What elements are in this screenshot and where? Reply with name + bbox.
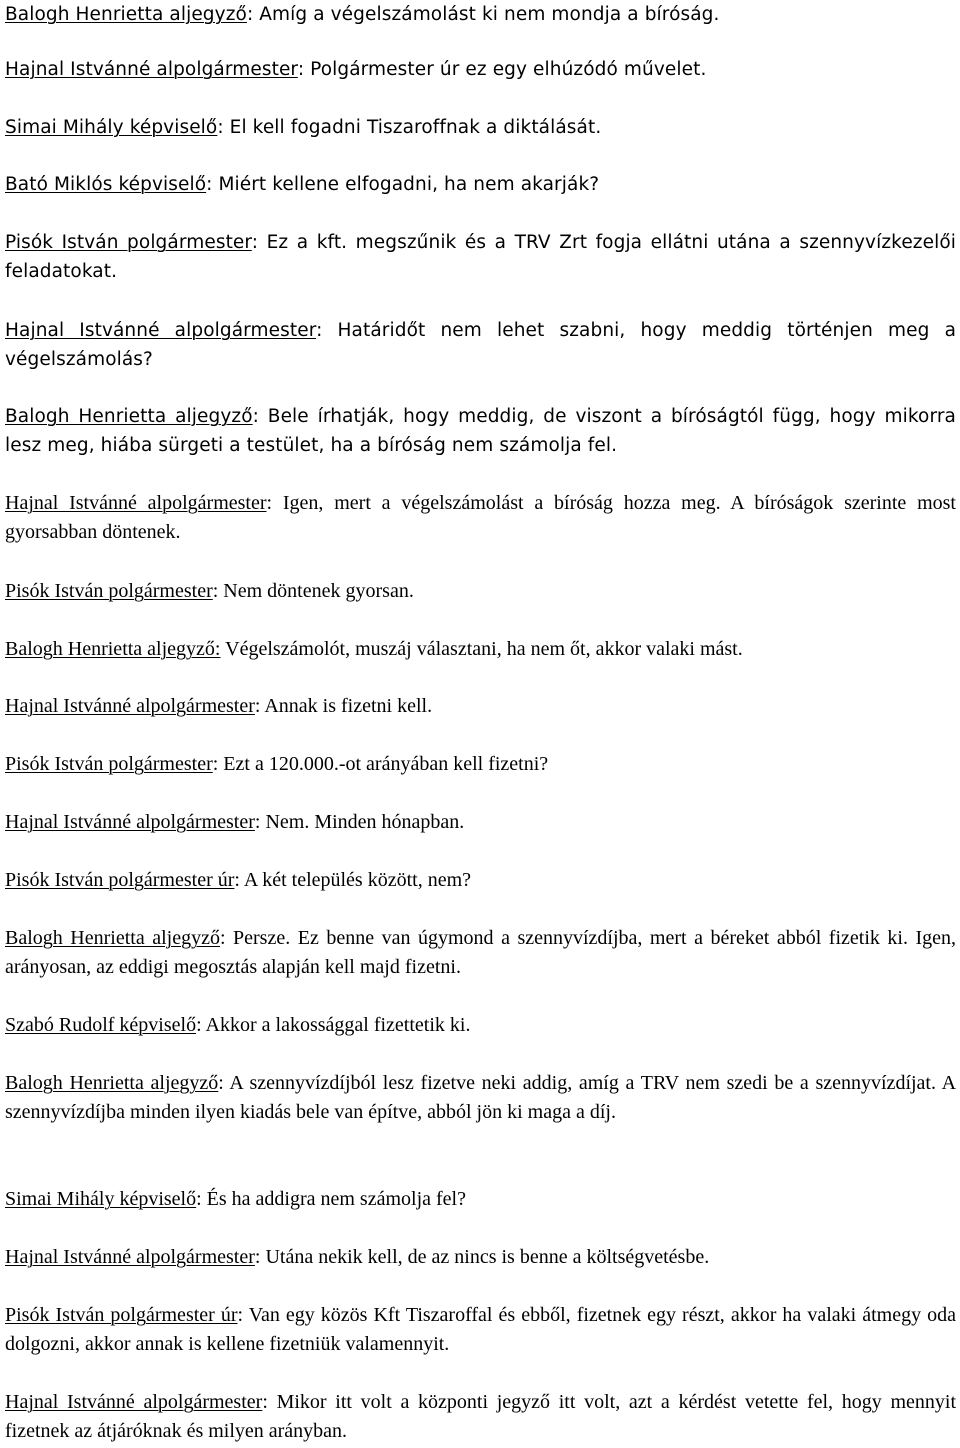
transcript-paragraph <box>5 1243 956 1272</box>
speaker-name: Hajnal Istvánné alpolgármester <box>5 811 255 833</box>
speech-text: : Ezt a 120.000.-ot arányában kell fizetni? <box>212 753 549 775</box>
transcript-paragraph <box>5 1069 956 1127</box>
speech-text: : Igen, mert a végelszámolást a bíróság hozza meg. A bíróságok szerinte most gyorsabban döntenek. <box>5 492 956 543</box>
transcript-paragraph <box>5 1185 956 1214</box>
transcript-paragraph <box>5 577 956 606</box>
speaker-name: Hajnal Istvánné alpolgármester <box>5 695 255 717</box>
speech-text: : A két település között, nem? <box>234 869 472 891</box>
transcript-paragraph <box>5 402 956 460</box>
speaker-name: Hajnal Istvánné alpolgármester <box>5 320 317 341</box>
transcript-paragraph <box>5 1011 956 1040</box>
transcript-paragraph <box>5 808 956 837</box>
speech-text: : Van egy közös Kft Tiszaroffal és ebből, fizetnek egy részt, akkor ha valaki átmegy oda dolgozni, akkor annak is kellene fizetniük valamennyit. <box>5 1304 956 1355</box>
speech-text: : Mikor itt volt a központi jegyző itt volt, azt a kérdést vetette fel, hogy mennyit fizetnek az átjáróknak és milyen arányban. <box>5 1391 957 1442</box>
speaker-name: Szabó Rudolf képviselő <box>5 1014 197 1036</box>
transcript-paragraph <box>5 0 956 29</box>
speech-text: : Nem. Minden hónapban. <box>254 811 465 833</box>
speaker-name: Hajnal Istvánné alpolgármester <box>5 1391 263 1413</box>
transcript-paragraph <box>5 635 956 664</box>
speech-text: : El kell fogadni Tiszaroffnak a diktálását. <box>217 117 602 138</box>
transcript-paragraph <box>5 170 956 199</box>
speaker-name: Bató Miklós képviselő <box>5 174 207 195</box>
speaker-name: Balogh Henrietta aljegyző <box>5 927 220 949</box>
speaker-name: Balogh Henrietta aljegyző <box>5 1072 219 1094</box>
speaker-name: Hajnal Istvánné alpolgármester <box>5 492 267 514</box>
speech-text: Végelszámolót, muszáj választani, ha nem őt, akkor valaki mást. <box>220 638 743 660</box>
transcript-paragraph <box>5 750 956 779</box>
speaker-name: Hajnal Istvánné alpolgármester <box>5 59 298 80</box>
speaker-name: Simai Mihály képviselő <box>5 1188 197 1210</box>
speaker-name: Hajnal Istvánné alpolgármester <box>5 1246 255 1268</box>
transcript-paragraph <box>5 55 956 84</box>
speaker-name: Simai Mihály képviselő <box>5 117 218 138</box>
speech-text: : Akkor a lakossággal fizettetik ki. <box>196 1014 471 1036</box>
transcript-paragraph <box>5 1301 956 1359</box>
transcript-paragraph <box>5 1388 956 1446</box>
transcript-paragraph <box>5 228 956 286</box>
speaker-name: Pisók István polgármester <box>5 580 213 602</box>
speaker-name: Pisók István polgármester úr <box>5 1304 238 1326</box>
speech-text: : Polgármester úr ez egy elhúzódó művelet. <box>297 59 707 80</box>
speaker-name: Balogh Henrietta aljegyző <box>5 406 253 427</box>
speaker-name: Pisók István polgármester úr <box>5 869 235 891</box>
transcript-paragraph <box>5 316 956 374</box>
speaker-name: Pisók István polgármester <box>5 232 252 253</box>
transcript-paragraph <box>5 113 956 142</box>
speech-text: : Határidőt nem lehet szabni, hogy meddig történjen meg a végelszámolás? <box>5 320 957 370</box>
transcript-paragraph <box>5 924 956 982</box>
speech-text: : Utána nekik kell, de az nincs is benne a költségvetésbe. <box>254 1246 710 1268</box>
speech-text: : A szennyvízdíjból lesz fizetve neki addig, amíg a TRV nem szedi be a szennyvízdíjat. A szennyvízdíjba minden ilyen kiadás bele van építve, abból jön ki maga a díj. <box>5 1072 957 1123</box>
speech-text: : Ez a kft. megszűnik és a TRV Zrt fogja ellátni utána a szennyvízkezelői feladatokat. <box>5 232 956 282</box>
speaker-name: Pisók István polgármester <box>5 753 213 775</box>
speech-text: : És ha addigra nem számolja fel? <box>196 1188 466 1210</box>
transcript-paragraph <box>5 489 956 547</box>
speech-text: : Miért kellene elfogadni, ha nem akarják? <box>206 174 600 195</box>
speech-text: : Nem döntenek gyorsan. <box>212 580 414 602</box>
speech-text: : Persze. Ez benne van úgymond a szennyvízdíjba, mert a béreket abból fizetik ki. Igen, arányosan, az eddigi megosztás alapján kell majd fizetni. <box>5 927 957 978</box>
speech-text: : Annak is fizetni kell. <box>254 695 433 717</box>
speaker-name: Balogh Henrietta aljegyző: <box>5 638 221 660</box>
speech-text: : Bele írhatják, hogy meddig, de viszont a bíróságtól függ, hogy mikorra lesz meg, hiába sürgeti a testület, ha a bíróság nem számolja fel. <box>5 406 956 456</box>
speech-text: : Amíg a végelszámolást ki nem mondja a bíróság. <box>246 4 720 25</box>
transcript-paragraph <box>5 866 956 895</box>
transcript-paragraph <box>5 692 956 721</box>
speaker-name: Balogh Henrietta aljegyző <box>5 4 247 25</box>
